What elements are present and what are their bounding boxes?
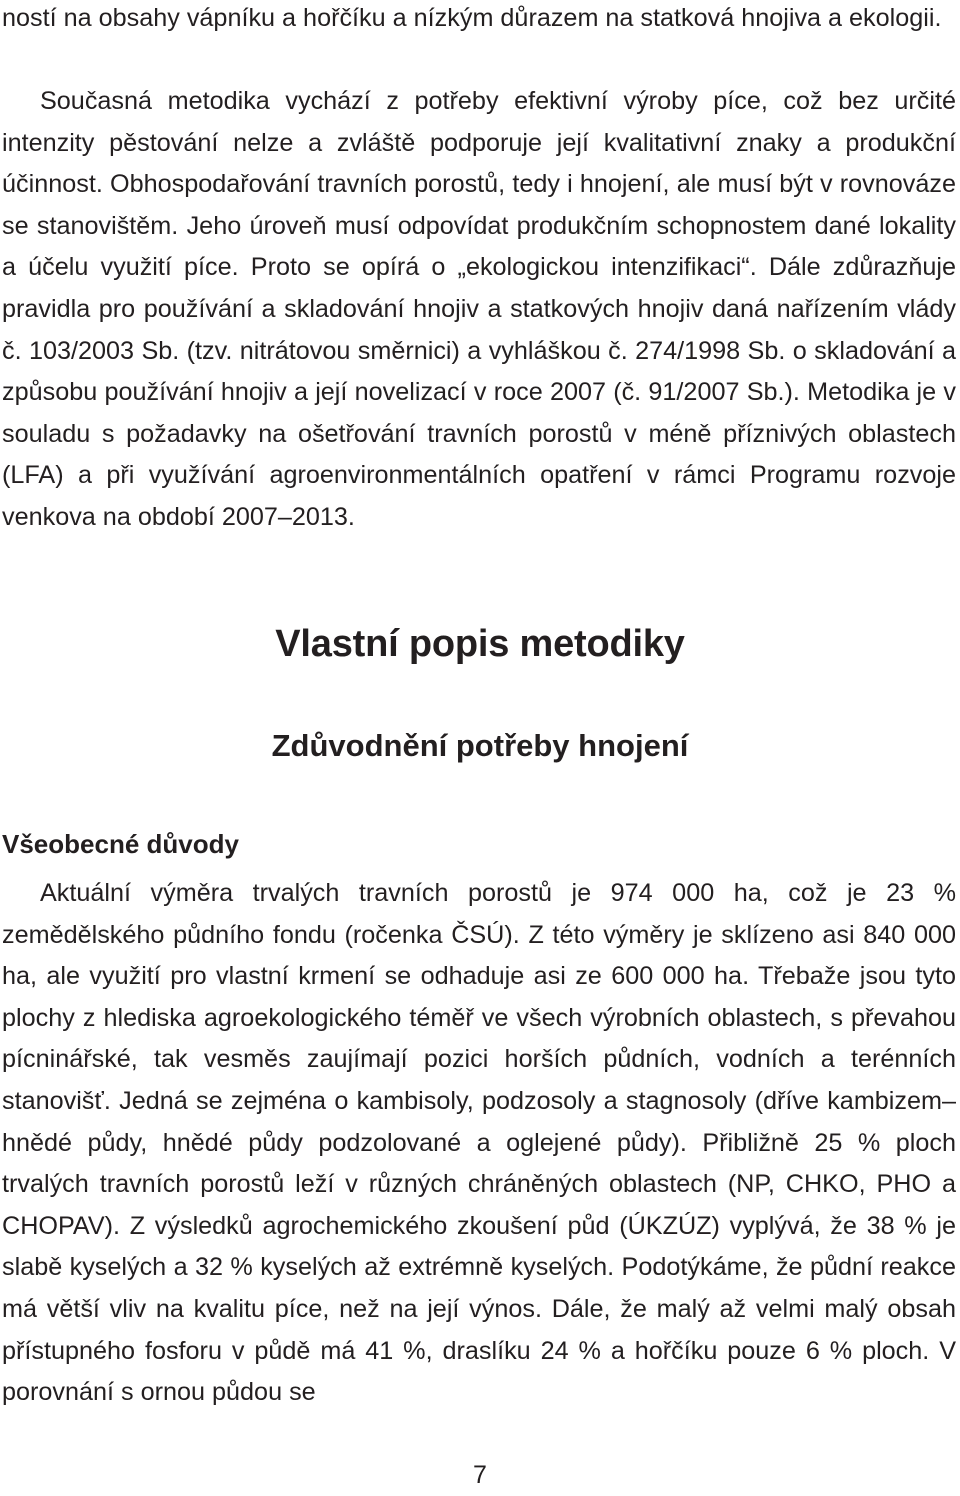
paragraph-general-reasons [2,873,956,1414]
paragraph-continuation: ností na obsahy vápníku a hořčíku a nízkým důrazem na statková hnojiva a ekologii. [2,4,942,32]
section-heading: Všeobecné důvody [2,829,239,859]
heading-sub: Zdůvodnění potřeby hnojení [271,728,689,763]
paragraph-methodology-text: Současná metodika vychází z potřeby efektivní výroby píce, což bez určité intenzity pěstování nelze a zvláště podporuje její kvalitativní znaky a produkční účinnost. Obhospodařování travních porostů, tedy i hnojení, ale musí být v rovnováze se stanovištěm. Jeho úroveň musí odpovídat produkčním schopnostem dané lokality a účelu využití píce. Proto se opírá o „ekologickou intenzifikaci“. Dále zdůrazňuje pravidla pro používání a skladování hnojiv a statkových hnojiv daná nařízením vlády č. 103/2003 Sb. (tzv. nitrátovou směrnici) a vyhláškou č. 274/1998 Sb. o skladování a způsobu používání hnojiv a její novelizací v roce 2007 (č. 91/2007 Sb.). Metodika je v souladu s požadavky na ošetřování travních porostů v méně příznivých oblastech (LFA) a při využívání agroenvironmentálních opatření v rámci Programu rozvoje venkova na období 2007–2013. [2,87,956,531]
paragraph-methodology [2,81,956,539]
paragraph-general-reasons-text: Aktuální výměra trvalých travních porostů je 974 000 ha, což je 23 % zemědělského půdního fondu (ročenka ČSÚ). Z této výměry je sklízeno asi 840 000 ha, ale využití pro vlastní krmení se odhaduje asi ze 600 000 ha. Třebaže jsou tyto plochy z hlediska agroekologického téměř ve všech výrobních oblastech, s převahou pícninářské, tak vesměs zaujímají pozici horších půdních, vodních a terénních stanovišť. Jedná se zejména o kambisoly, podzosoly a stagnosoly (dříve kambizem–hnědé půdy, hnědé půdy podzolované a oglejené půdy). Přibližně 25 % ploch trvalých travních porostů leží v různých chráněných oblastech (NP, CHKO, PHO a CHOPAV). Z výsledků agrochemického zkoušení půd (ÚKZÚZ) vyplývá, že 38 % je slabě kyselých a 32 % kyselých až extrémně kyselých. Podotýkáme, že půdní reakce má větší vliv na kvalitu píce, než na její výnos. Dále, že malý až velmi malý obsah přístupného fosforu v půdě má 41 %, draslíku 24 % a hořčíku pouze 6 % ploch. V porovnání s ornou půdou se [2,879,956,1407]
heading-main: Vlastní popis metodiky [275,623,685,665]
page-number: 7 [473,1461,487,1489]
